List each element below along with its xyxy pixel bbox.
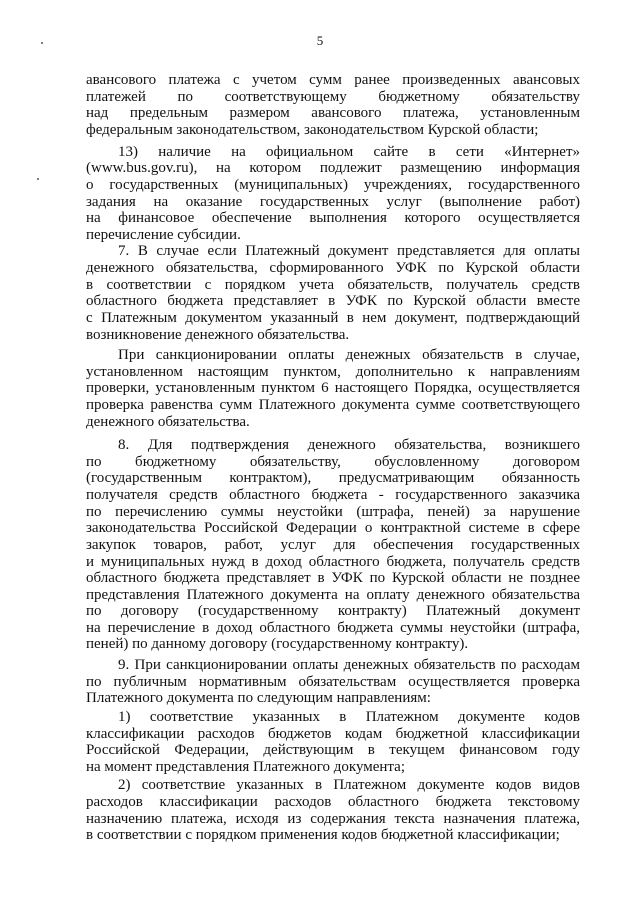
page-number: 5 (316, 33, 324, 48)
text-line: задания на оказание государственных услуг (выполнение работ) (86, 194, 580, 210)
text-line: авансового платежа с учетом сумм ранее произведенных авансовых (86, 72, 580, 88)
text-line: классификации расходов бюджетов кодам бюджетной классификации (86, 726, 580, 742)
text-line: по бюджетному обязательству, обусловленному договором (86, 454, 580, 470)
text-line: законодательства Российской Федерации о контрактной системе в сфере (86, 520, 580, 536)
text-line: проверка равенства сумм Платежного документа сумме соответствующего (86, 397, 580, 413)
text-line: с Платежным документом указанный в нем документ, подтверждающий (86, 310, 580, 326)
text-line: назначению платежа, исходя из содержания текста назначения платежа, (86, 811, 580, 827)
text-line: 1) соответствие указанных в Платежном документе кодов (118, 709, 580, 725)
text-line: областного бюджета представляет в УФК по Курской области вместе (86, 293, 580, 309)
text-line: Российской Федерации, действующим в текущем финансовом году (86, 742, 580, 758)
text-line: о государственных (муниципальных) учреждениях, государственного (86, 177, 580, 193)
text-line: 13) наличие на официальном сайте в сети «Интернет» (118, 144, 580, 160)
text-line: закупок товаров, работ, услуг для обеспечения государственных (86, 537, 580, 553)
text-line: установленном настоящим пунктом, дополнительно к направлениям (86, 364, 580, 380)
text-line: по перечислению суммы неустойки (штрафа, пеней) за нарушение (86, 504, 580, 520)
text-line: пеней) по данному договору (государственному контракту). (86, 636, 469, 652)
text-line: проверки, установленным пунктом 6 настоящего Порядка, осуществляется (86, 380, 580, 396)
text-line: перечисление субсидии. (86, 227, 241, 243)
text-line: 7. В случае если Платежный документ представляется для оплаты (118, 243, 580, 259)
text-line: в соответствии с порядком учета обязательств, получатель средств (86, 277, 580, 293)
text-line: расходов классификации расходов областного бюджета текстовому (86, 794, 580, 810)
text-line: представления Платежного документа на оплату денежного обязательства (86, 587, 580, 603)
text-line: 8. Для подтверждения денежного обязательства, возникшего (118, 437, 580, 453)
text-line: на финансовое обеспечение выполнения которого осуществляется (86, 210, 580, 226)
text-line: 2) соответствие указанных в Платежном документе кодов видов (118, 777, 580, 793)
text-line: Платежного документа по следующим направлениям: (86, 690, 431, 706)
text-line: платежей по соответствующему бюджетному обязательству (86, 89, 580, 105)
text-line: возникновение денежного обязательства. (86, 327, 350, 343)
text-line: денежного обязательства. (86, 414, 250, 430)
text-line: денежного обязательства, сформированного УФК по Курской области (86, 260, 580, 276)
text-line: областного бюджета представляет в УФК по Курской области не позднее (86, 570, 580, 586)
text-line: на момент представления Платежного документа; (86, 759, 405, 775)
text-line: (www.bus.gov.ru), на котором подлежит размещению информация (86, 160, 580, 176)
text-line: получателя средств областного бюджета - государственного заказчика (86, 487, 580, 503)
text-line: и муниципальных нужд в доход областного бюджета, получатель средств (86, 554, 580, 570)
text-line: над предельным размером авансового платежа, установленным (86, 105, 580, 121)
text-line: 9. При санкционировании оплаты денежных обязательств по расходам (118, 657, 580, 673)
text-line: (государственным контрактом), предусматривающим обязанность (86, 470, 580, 486)
scan-speck (37, 178, 39, 180)
text-line: При санкционировании оплаты денежных обязательств в случае, (118, 347, 580, 363)
text-line: по публичным нормативным обязательствам осуществляется проверка (86, 674, 580, 690)
text-line: по договору (государственному контракту) Платежный документ (86, 603, 580, 619)
text-line: федеральным законодательством, законодательством Курской области; (86, 122, 539, 138)
text-line: на перечисление в доход областного бюджета суммы неустойки (штрафа, (86, 620, 580, 636)
text-line: в соответствии с порядком применения кодов бюджетной классификации; (86, 827, 560, 843)
